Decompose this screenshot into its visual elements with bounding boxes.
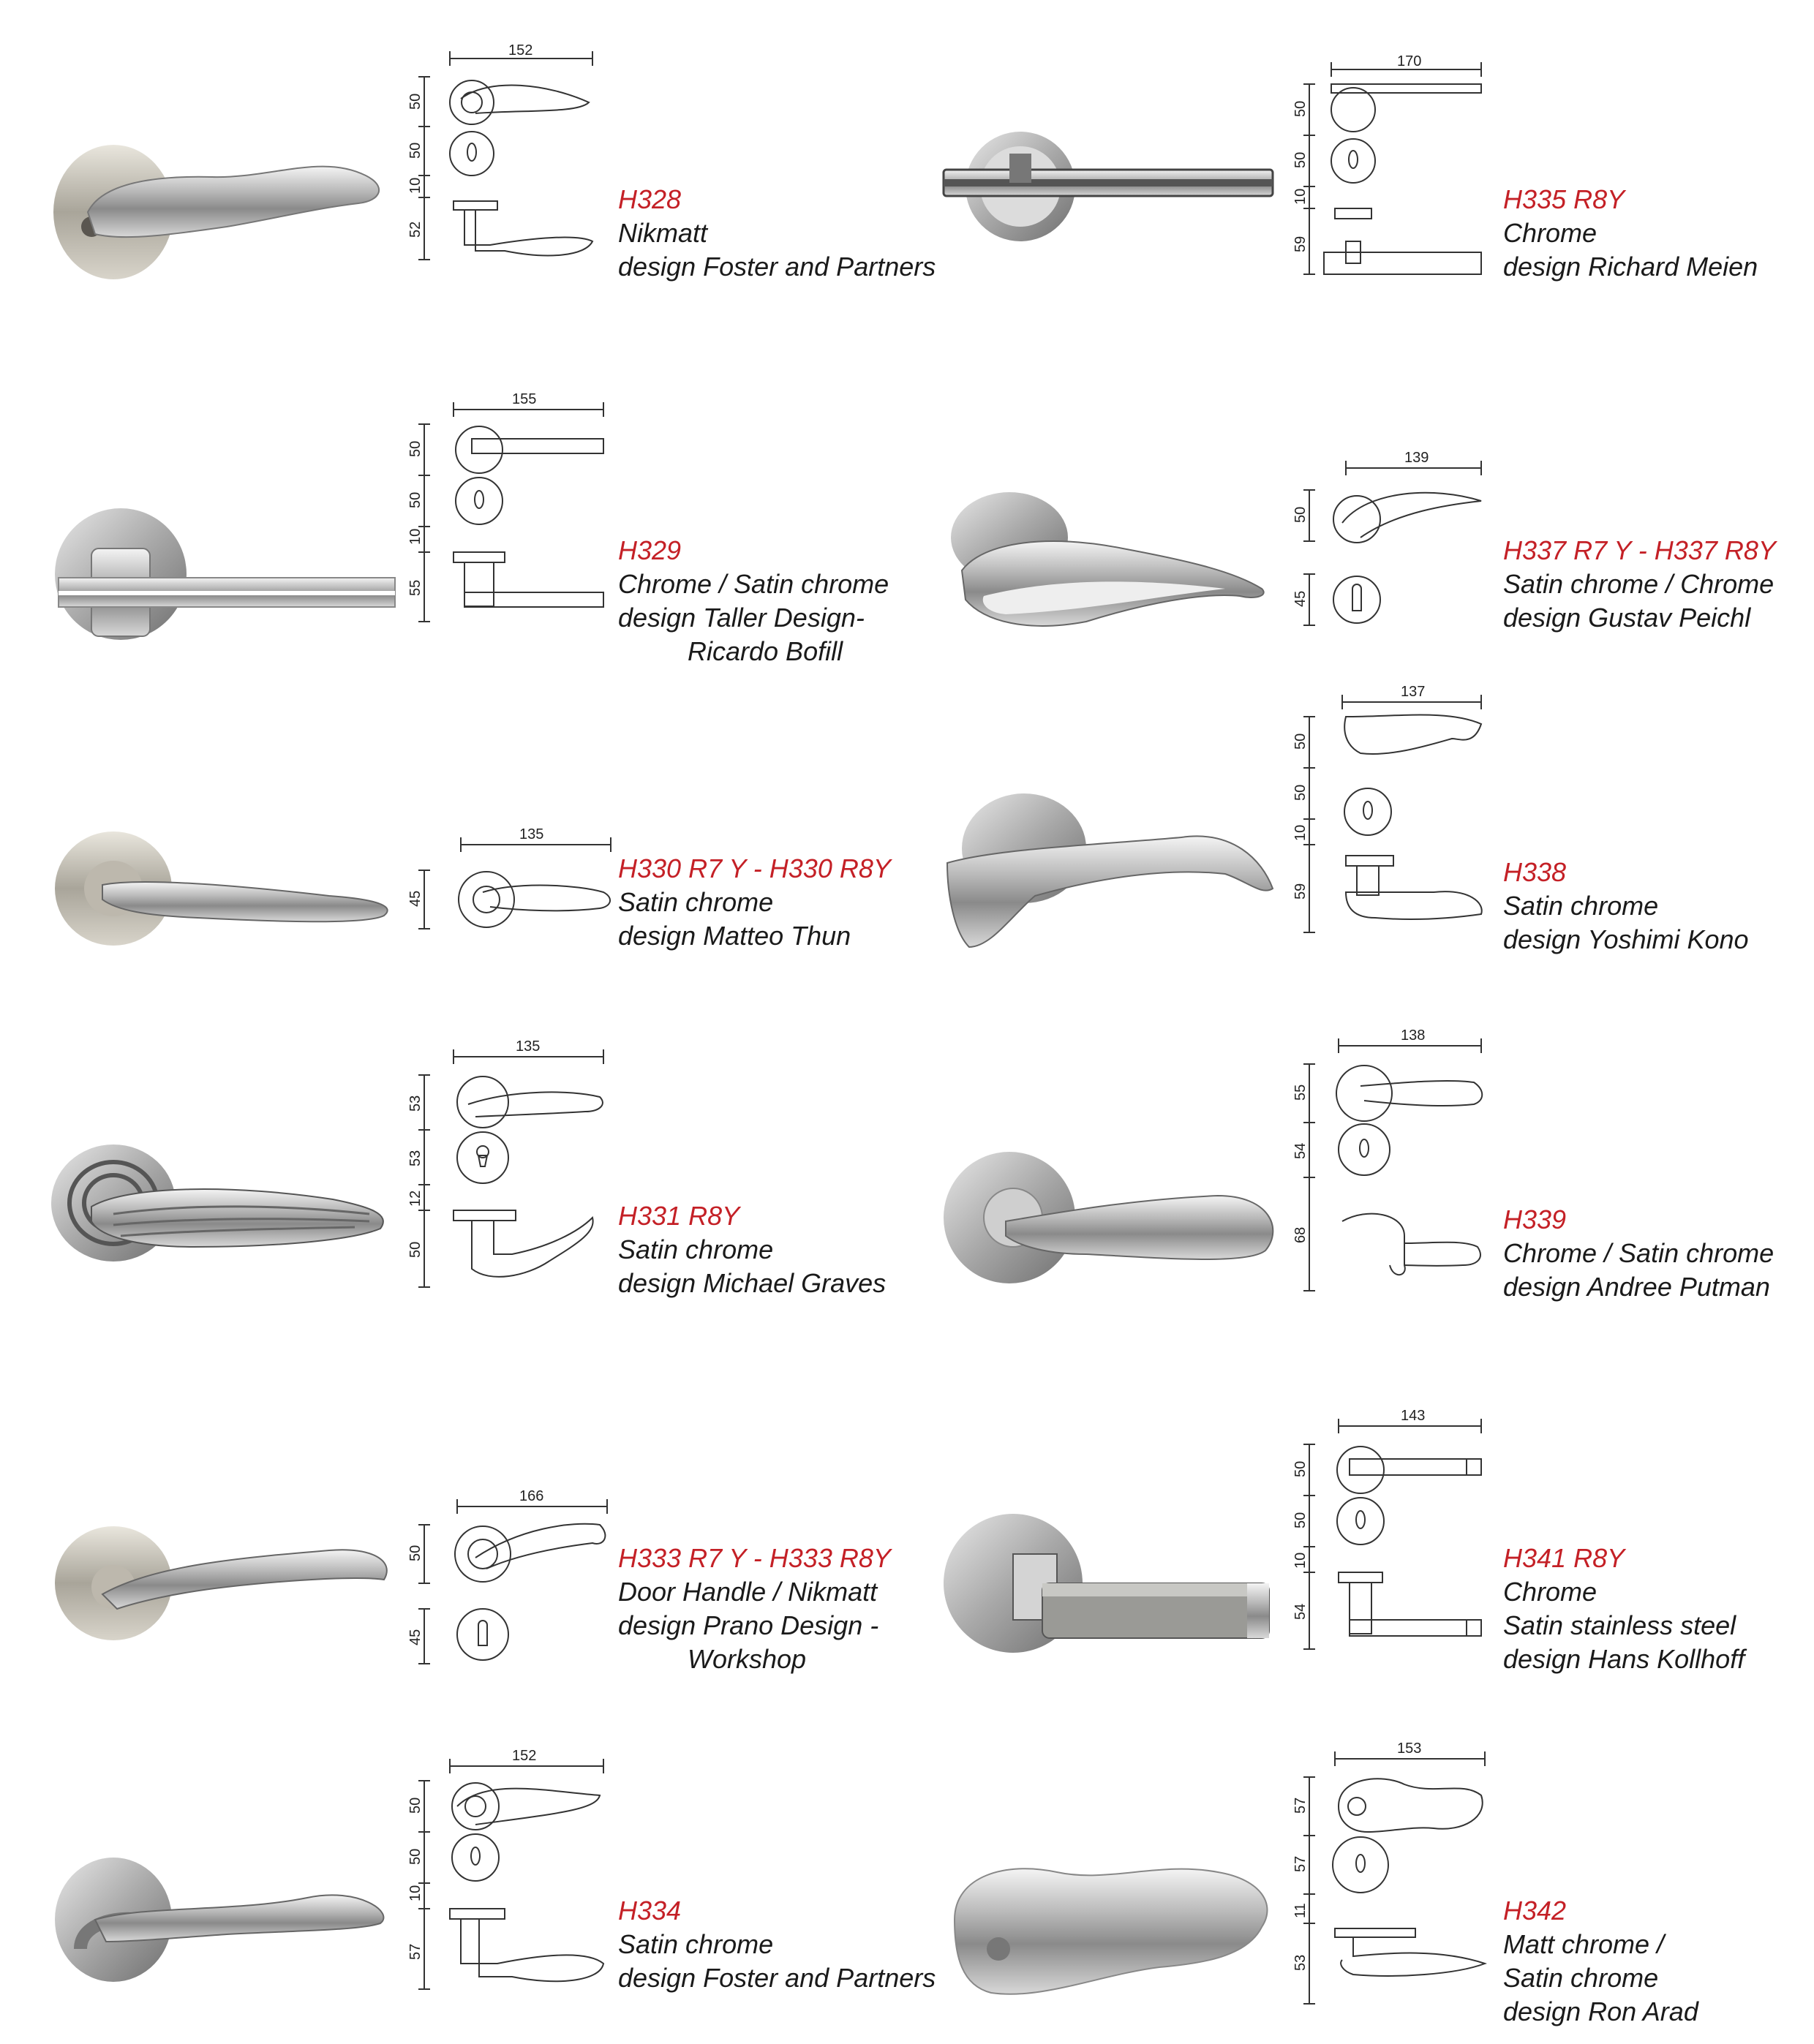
h341-dim-h3: 10 xyxy=(1292,1552,1309,1569)
h335-designer: design Richard Meien xyxy=(1503,252,1758,282)
h328-code: H328 xyxy=(618,184,682,214)
h333-dim-width: 166 xyxy=(519,1488,544,1504)
h330-finish: Satin chrome xyxy=(618,887,774,917)
h329-dimension-drawing xyxy=(402,388,614,629)
h331-handle-photo xyxy=(48,1141,391,1272)
h341-dim-h1: 50 xyxy=(1292,1460,1309,1477)
h334-dim-h4: 57 xyxy=(407,1943,424,1960)
h341-dimension-drawing xyxy=(1287,1404,1492,1660)
h328-dim-h4: 52 xyxy=(407,221,424,238)
h330-caption xyxy=(618,852,891,953)
h339-caption xyxy=(1503,1203,1774,1304)
h333-dim-h2: 45 xyxy=(407,1629,424,1645)
h339-finish: Chrome / Satin chrome xyxy=(1503,1238,1775,1268)
h337-designer: design Gustav Peichl xyxy=(1503,603,1751,633)
h328-designer: design Foster and Partners xyxy=(618,252,936,282)
h331-dim-h2: 53 xyxy=(407,1150,424,1166)
h335-dimension-drawing xyxy=(1287,51,1492,285)
h337-dim-h2: 45 xyxy=(1292,590,1309,607)
h334-dim-h3: 10 xyxy=(407,1885,424,1901)
h334-handle-photo xyxy=(51,1847,395,1985)
h342-dim-width: 153 xyxy=(1397,1741,1422,1757)
h334-finish: Satin chrome xyxy=(618,1929,774,1959)
h328-dim-width: 152 xyxy=(508,42,533,59)
h330-dimension-drawing xyxy=(402,819,622,943)
h342-dim-h3: 11 xyxy=(1292,1903,1309,1918)
h330-dim-width: 135 xyxy=(519,826,544,842)
h342-caption xyxy=(1503,1894,1698,2029)
h329-designer-cont: Ricardo Bofill xyxy=(688,636,843,666)
h333-designer-cont: Workshop xyxy=(688,1644,807,1674)
h342-finish-2: Satin chrome xyxy=(1503,1963,1659,1993)
h334-dim-h1: 50 xyxy=(407,1797,424,1814)
h337-code: H337 R7 Y - H337 R8Y xyxy=(1503,535,1776,565)
h329-dim-h3: 10 xyxy=(407,528,424,545)
h329-designer: design Taller Design- xyxy=(618,603,865,633)
h328-dim-h3: 10 xyxy=(407,177,424,194)
h331-finish: Satin chrome xyxy=(618,1234,774,1264)
h333-caption xyxy=(618,1542,891,1676)
h334-caption xyxy=(618,1894,936,1995)
h335-dim-h3: 10 xyxy=(1292,188,1309,205)
h342-code: H342 xyxy=(1503,1896,1567,1926)
h341-caption xyxy=(1503,1542,1745,1676)
h328-dimension-drawing xyxy=(402,40,607,274)
h341-designer: design Hans Kollhoff xyxy=(1503,1644,1745,1674)
h335-dim-h1: 50 xyxy=(1292,100,1309,117)
h330-code: H330 R7 Y - H330 R8Y xyxy=(618,853,891,883)
h335-dim-h4: 59 xyxy=(1292,235,1309,252)
h335-dim-h2: 50 xyxy=(1292,151,1309,168)
h331-dim-h3: 12 xyxy=(407,1190,424,1207)
h338-dim-h4: 59 xyxy=(1292,883,1309,900)
h342-dimension-drawing xyxy=(1287,1737,1492,2015)
h331-code: H331 R8Y xyxy=(618,1201,740,1231)
h341-handle-photo xyxy=(940,1510,1276,1656)
h338-dim-h1: 50 xyxy=(1292,733,1309,750)
h339-dim-h1: 55 xyxy=(1292,1084,1309,1101)
h337-finish: Satin chrome / Chrome xyxy=(1503,569,1775,599)
h334-dim-h2: 50 xyxy=(407,1848,424,1865)
h341-dim-width: 143 xyxy=(1401,1408,1426,1424)
h338-dim-width: 137 xyxy=(1401,684,1426,700)
h338-caption xyxy=(1503,856,1749,957)
h335-dim-width: 170 xyxy=(1397,53,1422,69)
h342-dim-h1: 57 xyxy=(1292,1797,1309,1814)
h339-dim-width: 138 xyxy=(1401,1027,1426,1044)
h338-dimension-drawing xyxy=(1287,680,1492,943)
h334-dimension-drawing xyxy=(402,1744,614,2000)
h339-handle-photo xyxy=(940,1148,1276,1287)
h328-dim-h1: 50 xyxy=(407,93,424,110)
h339-dimension-drawing xyxy=(1287,1024,1492,1302)
h334-designer: design Foster and Partners xyxy=(618,1963,936,1993)
h329-caption xyxy=(618,534,889,668)
h330-designer: design Matteo Thun xyxy=(618,921,851,951)
h330-handle-photo xyxy=(51,826,402,951)
h338-dim-h3: 10 xyxy=(1292,824,1309,841)
h342-dim-h2: 57 xyxy=(1292,1855,1309,1872)
h337-handle-photo xyxy=(940,490,1276,636)
h334-code: H334 xyxy=(618,1896,682,1926)
h329-finish: Chrome / Satin chrome xyxy=(618,569,889,599)
h335-finish: Chrome xyxy=(1503,218,1597,248)
h339-designer: design Andree Putman xyxy=(1503,1272,1770,1302)
h337-dim-width: 139 xyxy=(1404,450,1429,466)
h331-dim-h1: 53 xyxy=(407,1095,424,1112)
h328-caption xyxy=(618,183,936,284)
h334-dim-width: 152 xyxy=(512,1748,537,1764)
h329-dim-width: 155 xyxy=(512,391,537,407)
h339-dim-h2: 54 xyxy=(1292,1142,1309,1159)
h329-dim-h4: 55 xyxy=(407,579,424,596)
h341-finish: Chrome xyxy=(1503,1577,1597,1607)
h337-dimension-drawing xyxy=(1287,446,1492,636)
h333-dimension-drawing xyxy=(402,1485,622,1675)
h331-designer: design Michael Graves xyxy=(618,1268,887,1298)
h331-caption xyxy=(618,1199,886,1300)
h337-dim-h1: 50 xyxy=(1292,506,1309,523)
h338-finish: Satin chrome xyxy=(1503,891,1659,921)
h335-caption xyxy=(1503,183,1758,284)
h339-code: H339 xyxy=(1503,1204,1567,1234)
h333-designer: design Prano Design - xyxy=(618,1610,879,1640)
h335-handle-photo xyxy=(940,124,1276,249)
h330-dim-h1: 45 xyxy=(407,890,424,907)
h331-dim-h4: 50 xyxy=(407,1241,424,1258)
h338-handle-photo xyxy=(940,786,1276,954)
h333-finish: Door Handle / Nikmatt xyxy=(618,1577,878,1607)
h342-dim-h4: 53 xyxy=(1292,1954,1309,1971)
h338-code: H338 xyxy=(1503,857,1567,887)
h342-finish: Matt chrome / xyxy=(1503,1929,1665,1959)
h338-designer: design Yoshimi Kono xyxy=(1503,924,1749,954)
h329-code: H329 xyxy=(618,535,682,565)
h342-handle-photo xyxy=(940,1839,1276,2007)
h328-dim-h2: 50 xyxy=(407,142,424,159)
h329-dim-h1: 50 xyxy=(407,440,424,457)
h331-dimension-drawing xyxy=(402,1035,622,1298)
h331-dim-width: 135 xyxy=(516,1038,541,1055)
h342-designer: design Ron Arad xyxy=(1503,1996,1698,2026)
h338-dim-h2: 50 xyxy=(1292,784,1309,801)
h333-dim-h1: 50 xyxy=(407,1545,424,1561)
h328-finish: Nikmatt xyxy=(618,218,708,248)
h335-code: H335 R8Y xyxy=(1503,184,1625,214)
h329-handle-photo xyxy=(51,505,402,651)
h337-caption xyxy=(1503,534,1776,635)
h329-dim-h2: 50 xyxy=(407,491,424,508)
h341-code: H341 R8Y xyxy=(1503,1543,1625,1573)
h341-dim-h4: 54 xyxy=(1292,1603,1309,1620)
h328-handle-photo xyxy=(44,132,395,285)
h333-code: H333 R7 Y - H333 R8Y xyxy=(618,1543,891,1573)
h333-handle-photo xyxy=(51,1521,395,1645)
h341-finish-2: Satin stainless steel xyxy=(1503,1610,1736,1640)
h339-dim-h3: 68 xyxy=(1292,1226,1309,1243)
h341-dim-h2: 50 xyxy=(1292,1512,1309,1528)
